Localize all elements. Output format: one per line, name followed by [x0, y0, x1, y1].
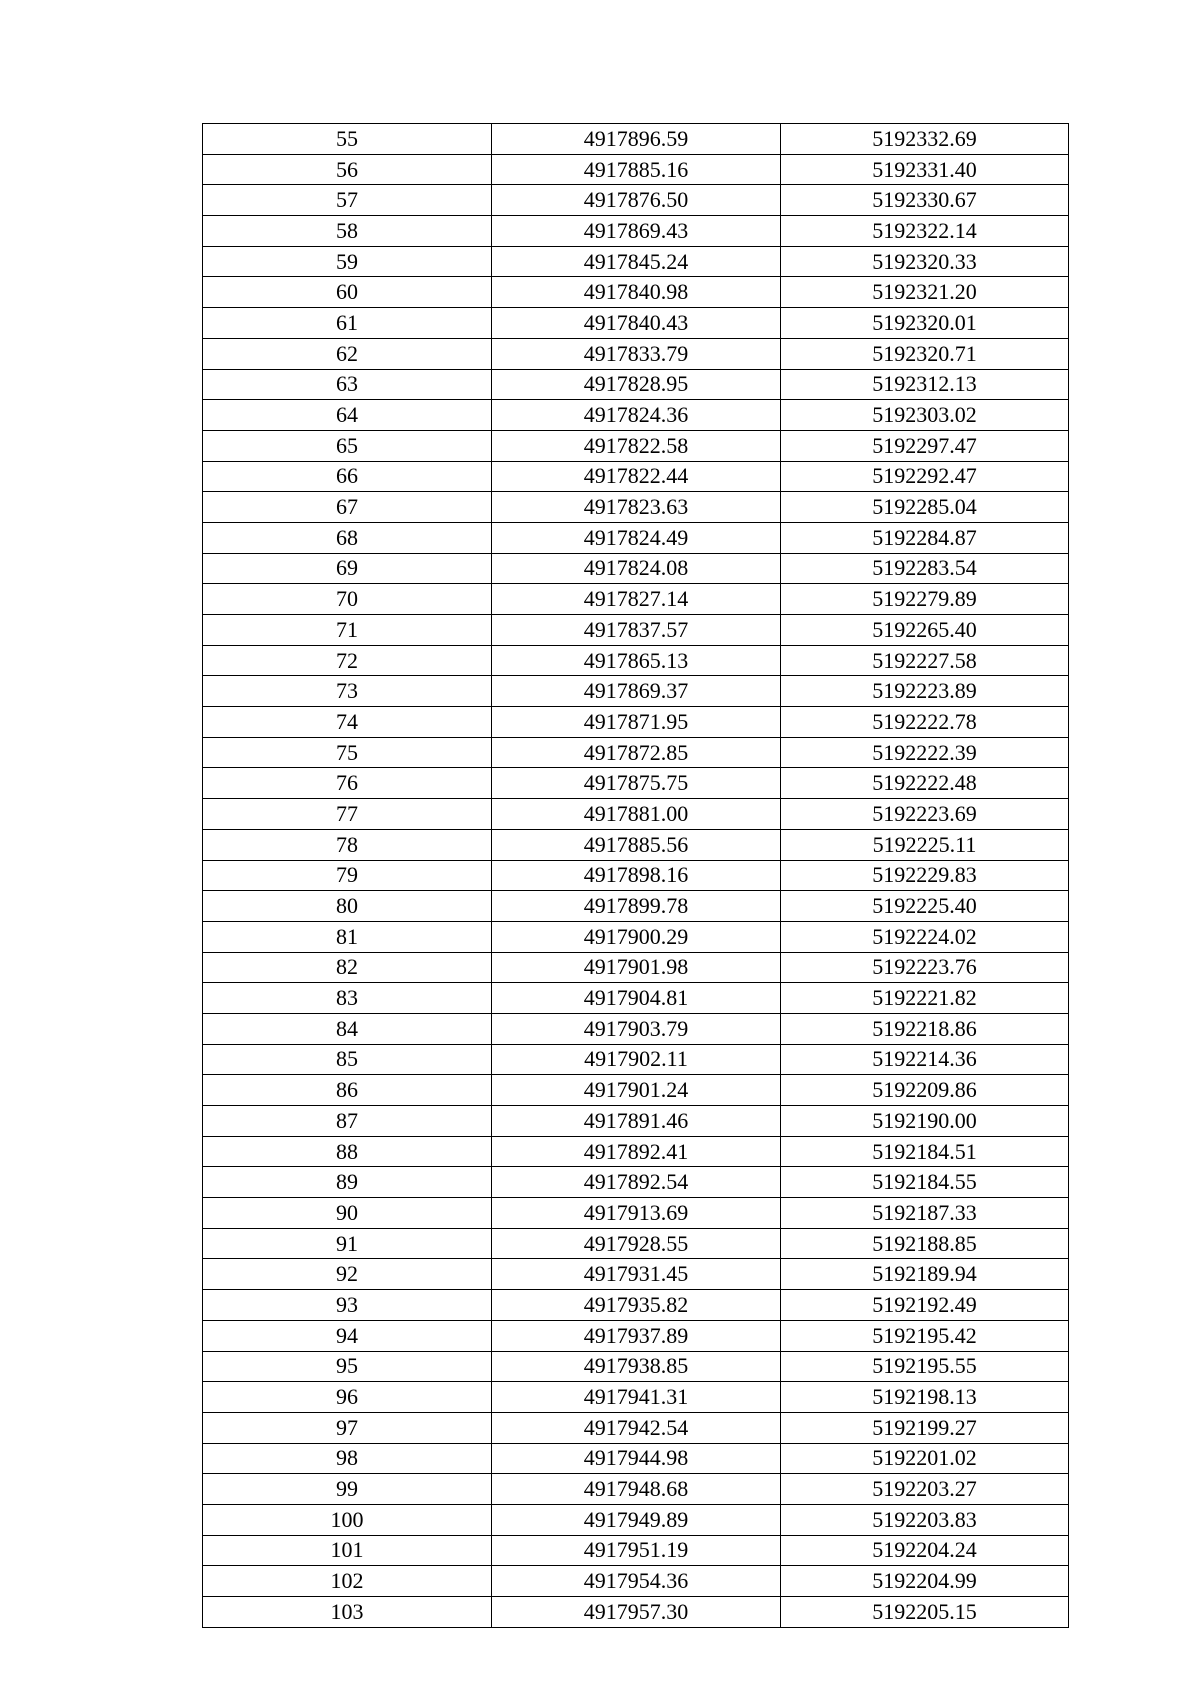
point-number-cell: 100 — [203, 1504, 492, 1535]
x-coordinate-cell: 4917892.41 — [492, 1136, 781, 1167]
point-number-cell: 70 — [203, 584, 492, 615]
table-row — [203, 1351, 1069, 1382]
x-coordinate-cell: 4917822.44 — [492, 461, 781, 492]
table-row — [203, 1566, 1069, 1597]
x-coordinate-cell: 4917896.59 — [492, 124, 781, 155]
y-coordinate-cell: 5192225.11 — [781, 829, 1069, 860]
table-row — [203, 1167, 1069, 1198]
x-coordinate-cell: 4917885.16 — [492, 154, 781, 185]
y-coordinate-cell: 5192201.02 — [781, 1443, 1069, 1474]
y-coordinate-cell: 5192195.42 — [781, 1320, 1069, 1351]
point-number-cell: 99 — [203, 1474, 492, 1505]
point-number-cell: 64 — [203, 400, 492, 431]
x-coordinate-cell: 4917901.24 — [492, 1075, 781, 1106]
table-row — [203, 952, 1069, 983]
table-row — [203, 553, 1069, 584]
y-coordinate-cell: 5192303.02 — [781, 400, 1069, 431]
point-number-cell: 71 — [203, 615, 492, 646]
table-row — [203, 737, 1069, 768]
y-coordinate-cell: 5192331.40 — [781, 154, 1069, 185]
y-coordinate-cell: 5192229.83 — [781, 860, 1069, 891]
table-row — [203, 983, 1069, 1014]
table-row — [203, 1443, 1069, 1474]
table-row — [203, 1290, 1069, 1321]
table-row — [203, 522, 1069, 553]
y-coordinate-cell: 5192190.00 — [781, 1106, 1069, 1137]
x-coordinate-cell: 4917824.49 — [492, 522, 781, 553]
point-number-cell: 94 — [203, 1320, 492, 1351]
x-coordinate-cell: 4917869.43 — [492, 216, 781, 247]
x-coordinate-cell: 4917892.54 — [492, 1167, 781, 1198]
point-number-cell: 72 — [203, 645, 492, 676]
y-coordinate-cell: 5192320.71 — [781, 338, 1069, 369]
x-coordinate-cell: 4917824.36 — [492, 400, 781, 431]
table-row — [203, 1044, 1069, 1075]
y-coordinate-cell: 5192223.89 — [781, 676, 1069, 707]
point-number-cell: 103 — [203, 1597, 492, 1628]
point-number-cell: 98 — [203, 1443, 492, 1474]
x-coordinate-cell: 4917949.89 — [492, 1504, 781, 1535]
y-coordinate-cell: 5192320.33 — [781, 246, 1069, 277]
y-coordinate-cell: 5192225.40 — [781, 891, 1069, 922]
x-coordinate-cell: 4917837.57 — [492, 615, 781, 646]
point-number-cell: 89 — [203, 1167, 492, 1198]
x-coordinate-cell: 4917827.14 — [492, 584, 781, 615]
point-number-cell: 63 — [203, 369, 492, 400]
point-number-cell: 75 — [203, 737, 492, 768]
x-coordinate-cell: 4917942.54 — [492, 1412, 781, 1443]
point-number-cell: 77 — [203, 799, 492, 830]
point-number-cell: 58 — [203, 216, 492, 247]
table-row — [203, 430, 1069, 461]
y-coordinate-cell: 5192204.24 — [781, 1535, 1069, 1566]
table-row — [203, 1412, 1069, 1443]
table-row — [203, 799, 1069, 830]
table-row — [203, 124, 1069, 155]
y-coordinate-cell: 5192203.27 — [781, 1474, 1069, 1505]
x-coordinate-cell: 4917901.98 — [492, 952, 781, 983]
point-number-cell: 96 — [203, 1382, 492, 1413]
y-coordinate-cell: 5192221.82 — [781, 983, 1069, 1014]
x-coordinate-cell: 4917876.50 — [492, 185, 781, 216]
y-coordinate-cell: 5192330.67 — [781, 185, 1069, 216]
point-number-cell: 83 — [203, 983, 492, 1014]
point-number-cell: 91 — [203, 1228, 492, 1259]
y-coordinate-cell: 5192187.33 — [781, 1198, 1069, 1229]
point-number-cell: 82 — [203, 952, 492, 983]
table-row — [203, 860, 1069, 891]
point-number-cell: 68 — [203, 522, 492, 553]
x-coordinate-cell: 4917865.13 — [492, 645, 781, 676]
point-number-cell: 85 — [203, 1044, 492, 1075]
y-coordinate-cell: 5192195.55 — [781, 1351, 1069, 1382]
x-coordinate-cell: 4917881.00 — [492, 799, 781, 830]
x-coordinate-cell: 4917931.45 — [492, 1259, 781, 1290]
y-coordinate-cell: 5192312.13 — [781, 369, 1069, 400]
point-number-cell: 86 — [203, 1075, 492, 1106]
x-coordinate-cell: 4917948.68 — [492, 1474, 781, 1505]
table-row — [203, 1382, 1069, 1413]
x-coordinate-cell: 4917941.31 — [492, 1382, 781, 1413]
point-number-cell: 81 — [203, 921, 492, 952]
point-number-cell: 69 — [203, 553, 492, 584]
table-row — [203, 1320, 1069, 1351]
table-row — [203, 185, 1069, 216]
point-number-cell: 80 — [203, 891, 492, 922]
point-number-cell: 92 — [203, 1259, 492, 1290]
x-coordinate-cell: 4917828.95 — [492, 369, 781, 400]
table-row — [203, 1228, 1069, 1259]
point-number-cell: 74 — [203, 707, 492, 738]
point-number-cell: 97 — [203, 1412, 492, 1443]
y-coordinate-cell: 5192209.86 — [781, 1075, 1069, 1106]
point-number-cell: 59 — [203, 246, 492, 277]
table-row — [203, 277, 1069, 308]
x-coordinate-cell: 4917871.95 — [492, 707, 781, 738]
point-number-cell: 102 — [203, 1566, 492, 1597]
x-coordinate-cell: 4917872.85 — [492, 737, 781, 768]
table-row — [203, 921, 1069, 952]
table-row — [203, 645, 1069, 676]
point-number-cell: 62 — [203, 338, 492, 369]
x-coordinate-cell: 4917885.56 — [492, 829, 781, 860]
y-coordinate-cell: 5192188.85 — [781, 1228, 1069, 1259]
table-row — [203, 338, 1069, 369]
point-number-cell: 67 — [203, 492, 492, 523]
table-row — [203, 216, 1069, 247]
table-row — [203, 1013, 1069, 1044]
point-number-cell: 55 — [203, 124, 492, 155]
table-row — [203, 615, 1069, 646]
point-number-cell: 66 — [203, 461, 492, 492]
y-coordinate-cell: 5192224.02 — [781, 921, 1069, 952]
x-coordinate-cell: 4917928.55 — [492, 1228, 781, 1259]
point-number-cell: 78 — [203, 829, 492, 860]
point-number-cell: 61 — [203, 308, 492, 339]
table-row — [203, 400, 1069, 431]
x-coordinate-cell: 4917875.75 — [492, 768, 781, 799]
x-coordinate-cell: 4917957.30 — [492, 1597, 781, 1628]
table-row — [203, 1198, 1069, 1229]
y-coordinate-cell: 5192184.51 — [781, 1136, 1069, 1167]
x-coordinate-cell: 4917935.82 — [492, 1290, 781, 1321]
y-coordinate-cell: 5192189.94 — [781, 1259, 1069, 1290]
table-row — [203, 369, 1069, 400]
y-coordinate-cell: 5192199.27 — [781, 1412, 1069, 1443]
y-coordinate-cell: 5192192.49 — [781, 1290, 1069, 1321]
y-coordinate-cell: 5192204.99 — [781, 1566, 1069, 1597]
y-coordinate-cell: 5192320.01 — [781, 308, 1069, 339]
point-number-cell: 60 — [203, 277, 492, 308]
y-coordinate-cell: 5192223.76 — [781, 952, 1069, 983]
x-coordinate-cell: 4917840.43 — [492, 308, 781, 339]
x-coordinate-cell: 4917904.81 — [492, 983, 781, 1014]
x-coordinate-cell: 4917937.89 — [492, 1320, 781, 1351]
x-coordinate-cell: 4917954.36 — [492, 1566, 781, 1597]
x-coordinate-cell: 4917944.98 — [492, 1443, 781, 1474]
x-coordinate-cell: 4917903.79 — [492, 1013, 781, 1044]
x-coordinate-cell: 4917845.24 — [492, 246, 781, 277]
x-coordinate-cell: 4917899.78 — [492, 891, 781, 922]
y-coordinate-cell: 5192222.48 — [781, 768, 1069, 799]
x-coordinate-cell: 4917833.79 — [492, 338, 781, 369]
point-number-cell: 90 — [203, 1198, 492, 1229]
y-coordinate-cell: 5192285.04 — [781, 492, 1069, 523]
y-coordinate-cell: 5192265.40 — [781, 615, 1069, 646]
point-number-cell: 56 — [203, 154, 492, 185]
x-coordinate-cell: 4917824.08 — [492, 553, 781, 584]
x-coordinate-cell: 4917891.46 — [492, 1106, 781, 1137]
point-number-cell: 87 — [203, 1106, 492, 1137]
point-number-cell: 93 — [203, 1290, 492, 1321]
table-row — [203, 891, 1069, 922]
table-row — [203, 1075, 1069, 1106]
table-row — [203, 1535, 1069, 1566]
y-coordinate-cell: 5192223.69 — [781, 799, 1069, 830]
point-number-cell: 88 — [203, 1136, 492, 1167]
point-number-cell: 79 — [203, 860, 492, 891]
table-row — [203, 1136, 1069, 1167]
x-coordinate-cell: 4917840.98 — [492, 277, 781, 308]
table-row — [203, 1259, 1069, 1290]
table-row — [203, 308, 1069, 339]
x-coordinate-cell: 4917823.63 — [492, 492, 781, 523]
y-coordinate-cell: 5192283.54 — [781, 553, 1069, 584]
coordinate-table-body — [203, 124, 1069, 1628]
y-coordinate-cell: 5192214.36 — [781, 1044, 1069, 1075]
table-row — [203, 154, 1069, 185]
table-row — [203, 1597, 1069, 1628]
table-row — [203, 768, 1069, 799]
x-coordinate-cell: 4917900.29 — [492, 921, 781, 952]
table-row — [203, 1474, 1069, 1505]
x-coordinate-cell: 4917822.58 — [492, 430, 781, 461]
x-coordinate-cell: 4917913.69 — [492, 1198, 781, 1229]
point-number-cell: 95 — [203, 1351, 492, 1382]
table-row — [203, 492, 1069, 523]
point-number-cell: 76 — [203, 768, 492, 799]
y-coordinate-cell: 5192332.69 — [781, 124, 1069, 155]
table-row — [203, 461, 1069, 492]
point-number-cell: 73 — [203, 676, 492, 707]
table-row — [203, 584, 1069, 615]
y-coordinate-cell: 5192218.86 — [781, 1013, 1069, 1044]
point-number-cell: 101 — [203, 1535, 492, 1566]
table-row — [203, 676, 1069, 707]
y-coordinate-cell: 5192205.15 — [781, 1597, 1069, 1628]
y-coordinate-cell: 5192222.39 — [781, 737, 1069, 768]
table-row — [203, 1106, 1069, 1137]
table-row — [203, 707, 1069, 738]
y-coordinate-cell: 5192292.47 — [781, 461, 1069, 492]
y-coordinate-cell: 5192322.14 — [781, 216, 1069, 247]
x-coordinate-cell: 4917951.19 — [492, 1535, 781, 1566]
table-row — [203, 1504, 1069, 1535]
table-row — [203, 829, 1069, 860]
y-coordinate-cell: 5192284.87 — [781, 522, 1069, 553]
x-coordinate-cell: 4917938.85 — [492, 1351, 781, 1382]
x-coordinate-cell: 4917869.37 — [492, 676, 781, 707]
y-coordinate-cell: 5192222.78 — [781, 707, 1069, 738]
y-coordinate-cell: 5192227.58 — [781, 645, 1069, 676]
point-number-cell: 57 — [203, 185, 492, 216]
y-coordinate-cell: 5192184.55 — [781, 1167, 1069, 1198]
coordinate-table — [202, 123, 1069, 1628]
y-coordinate-cell: 5192297.47 — [781, 430, 1069, 461]
y-coordinate-cell: 5192203.83 — [781, 1504, 1069, 1535]
x-coordinate-cell: 4917898.16 — [492, 860, 781, 891]
y-coordinate-cell: 5192321.20 — [781, 277, 1069, 308]
table-row — [203, 246, 1069, 277]
y-coordinate-cell: 5192198.13 — [781, 1382, 1069, 1413]
point-number-cell: 84 — [203, 1013, 492, 1044]
point-number-cell: 65 — [203, 430, 492, 461]
y-coordinate-cell: 5192279.89 — [781, 584, 1069, 615]
x-coordinate-cell: 4917902.11 — [492, 1044, 781, 1075]
